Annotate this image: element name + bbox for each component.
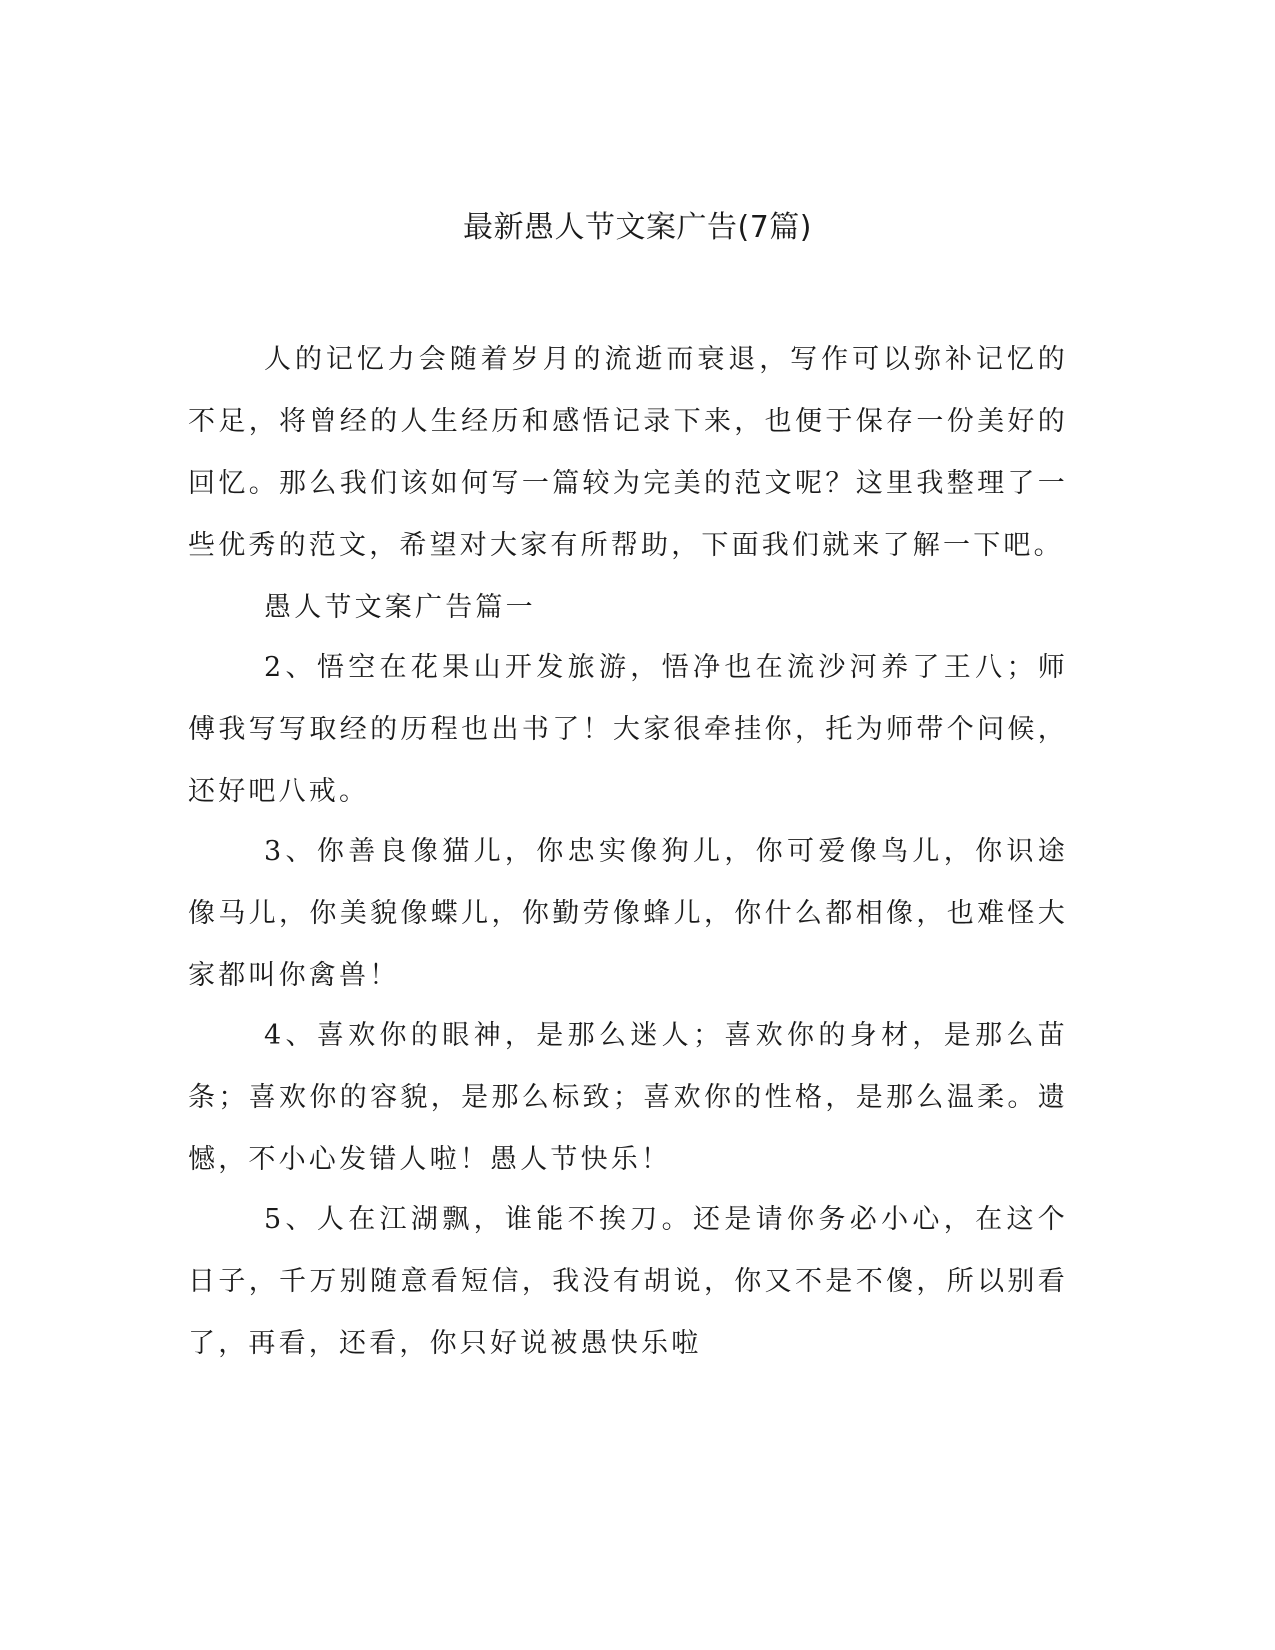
list-item: 2、悟空在花果山开发旅游，悟净也在流沙河养了王八；师傅我写写取经的历程也出书了！大家很牵挂你，托为师带个问候，还好吧八戒。 <box>188 652 1068 807</box>
list-item: 4、喜欢你的眼神，是那么迷人；喜欢你的身材，是那么苗条；喜欢你的容貌，是那么标致；喜欢你的性格，是那么温柔。遗憾，不小心发错人啦！愚人节快乐！ <box>188 1020 1068 1175</box>
section-heading: 愚人节文案广告篇一 <box>264 592 536 623</box>
intro-paragraph: 人的记忆力会随着岁月的流逝而衰退，写作可以弥补记忆的不足，将曾经的人生经历和感悟记录下来，也便于保存一份美好的回忆。那么我们该如何写一篇较为完美的范文呢？这里我整理了一些优秀的范文，希望对大家有所帮助，下面我们就来了解一下吧。 <box>188 344 1068 561</box>
document-body <box>188 329 1068 1375</box>
list-item: 5、人在江湖飘，谁能不挨刀。还是请你务必小心，在这个日子，千万别随意看短信，我没有胡说，你又不是不傻，所以别看了，再看，还看，你只好说被愚快乐啦 <box>188 1204 1068 1359</box>
document-title: 最新愚人节文案广告(7篇) <box>463 210 812 245</box>
list-item: 3、你善良像猫儿，你忠实像狗儿，你可爱像鸟儿，你识途像马儿，你美貌像蝶儿，你勤劳像蜂儿，你什么都相像，也难怪大家都叫你禽兽！ <box>188 836 1068 991</box>
